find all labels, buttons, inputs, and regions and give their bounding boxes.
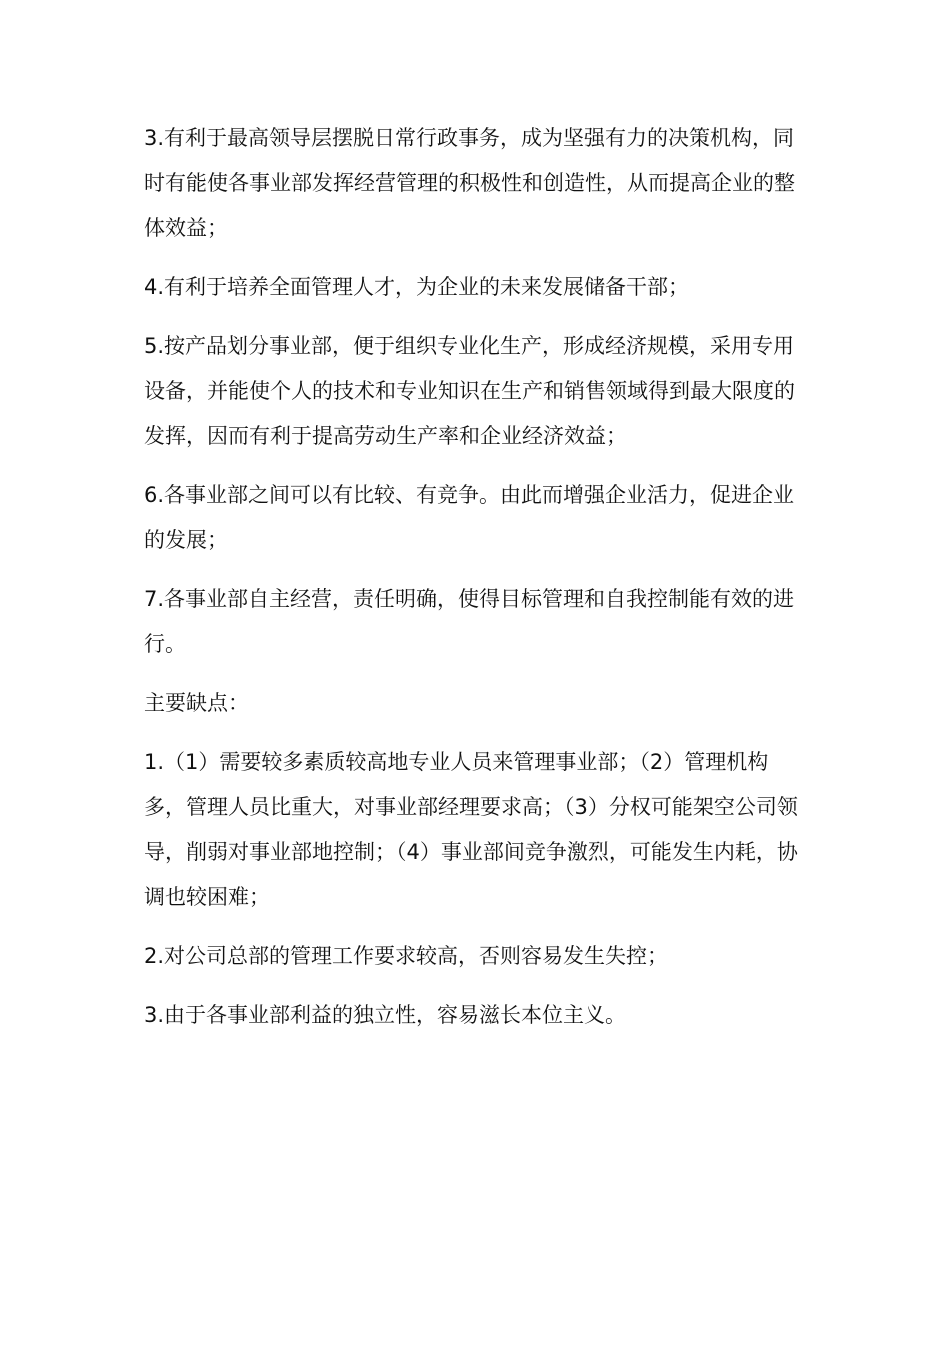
advantage-item-4: 4.有利于培养全面管理人才，为企业的未来发展储备干部； [144,275,690,299]
advantage-item-6: 6.各事业部之间可以有比较、有竞争。由此而增强企业活力，促进企业的发展； [144,483,795,552]
disadvantage-item-2: 2.对公司总部的管理工作要求较高，否则容易发生失控； [144,944,669,968]
advantage-item-5: 5.按产品划分事业部，便于组织专业化生产，形成经济规模，采用专用设备，并能使个人的技术和专业知识在生产和销售领域得到最大限度的发挥，因而有利于提高劳动生产率和企业经济效益； [144,334,795,448]
disadvantage-item-1: 1.（1）需要较多素质较高地专业人员来管理事业部；（2）管理机构多，管理人员比重大，对事业部经理要求高；（3）分权可能架空公司领导，削弱对事业部地控制；（4）事业部间竞争激烈，可能发生内耗，协调也较困难； [144,750,798,909]
advantage-item-7: 7.各事业部自主经营，责任明确，使得目标管理和自我控制能有效的进行。 [144,587,795,656]
document-body [144,116,810,1038]
disadvantage-item-3: 3.由于各事业部利益的独立性，容易滋长本位主义。 [144,1003,627,1027]
disadvantages-heading: 主要缺点： [144,691,249,715]
advantage-item-3: 3.有利于最高领导层摆脱日常行政事务，成为坚强有力的决策机构，同时有能使各事业部发挥经营管理的积极性和创造性，从而提高企业的整体效益； [144,126,795,240]
